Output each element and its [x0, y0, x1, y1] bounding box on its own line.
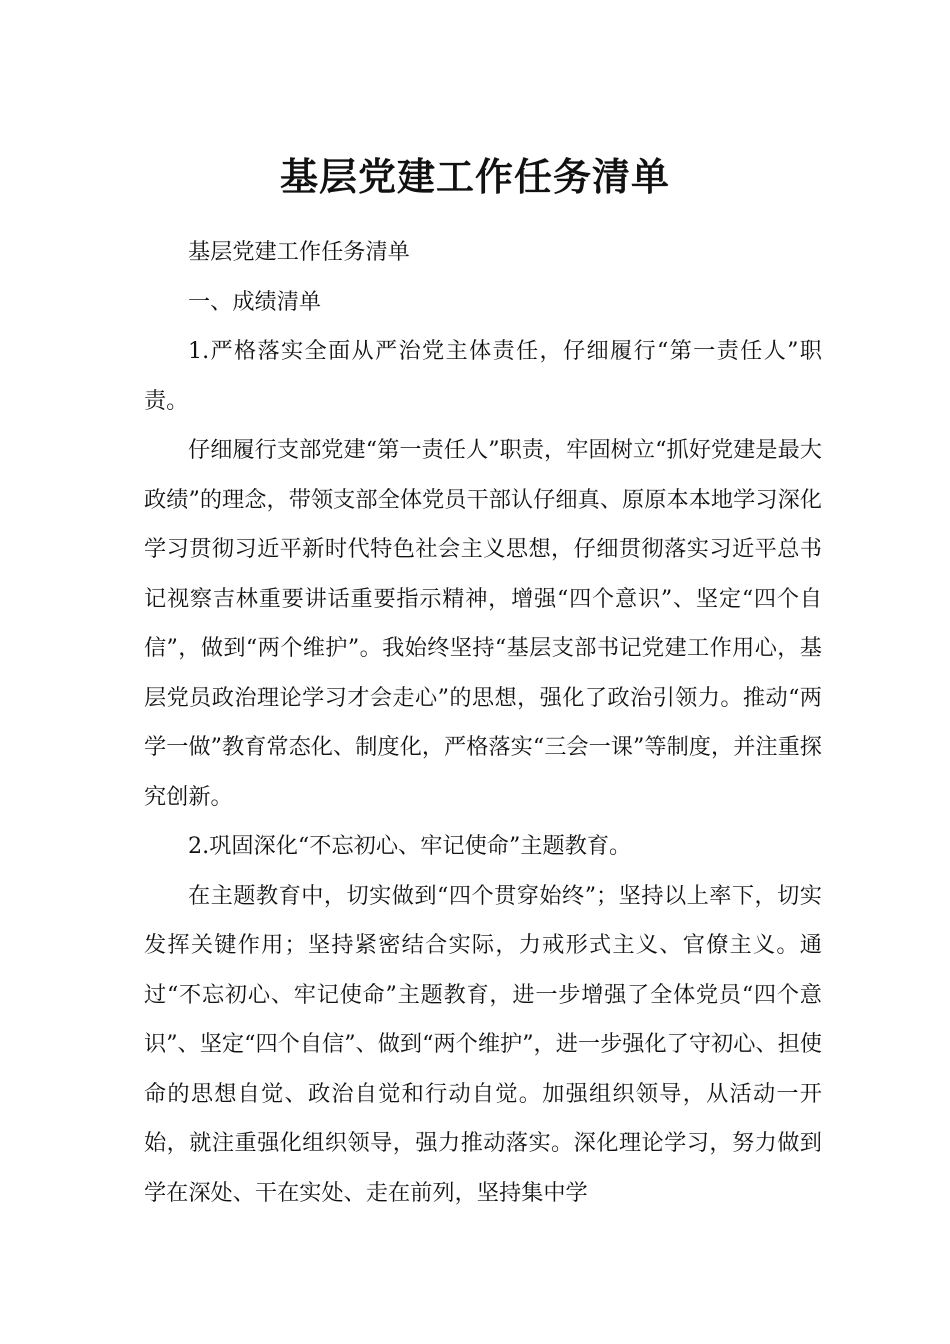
- document-body: [144, 228, 822, 1218]
- document-title: 基层党建工作任务清单: [279, 154, 670, 200]
- paragraph-item-2-body: 在主题教育中，切实做到“四个贯穿始终”；坚持以上率下，切实发挥关键作用；坚持紧密结合实际，力戒形式主义、官僚主义。通过“不忘初心、牢记使命”主题教育，进一步增强了全体党员“四个意识”、坚定“四个自信”、做到“两个维护”，进一步强化了守初心、担使命的思想自觉、政治自觉和行动自觉。加强组织领导，从活动一开始，就注重强化组织领导，强力推动落实。深化理论学习，努力做到学在深处、干在实处、走在前列，坚持集中学: [144, 882, 822, 1206]
- section-heading-achievements: 一、成绩清单: [188, 288, 322, 315]
- paragraph-subtitle: 基层党建工作任务清单: [188, 239, 410, 265]
- item-heading-1: 1.严格落实全面从严治党主体责任，仔细履行“第一责任人”职责。: [144, 338, 822, 414]
- item-heading-2: 2.巩固深化“不忘初心、牢记使命”主题教育。: [188, 833, 632, 859]
- paragraph-item-1-body: 仔细履行支部党建“第一责任人”职责，牢固树立“抓好党建是最大政绩”的理念，带领支部全体党员干部认仔细真、原原本本地学习深化学习贯彻习近平新时代特色社会主义思想，仔细贯彻落实习近平总书记视察吉林重要讲话重要指示精神，增强“四个意识”、坚定“四个自信”，做到“两个维护”。我始终坚持“基层支部书记党建工作用心，基层党员政治理论学习才会走心”的思想，强化了政治引领力。推动“两学一做”教育常态化、制度化，严格落实“三会一课”等制度，并注重探究创新。: [144, 437, 822, 810]
